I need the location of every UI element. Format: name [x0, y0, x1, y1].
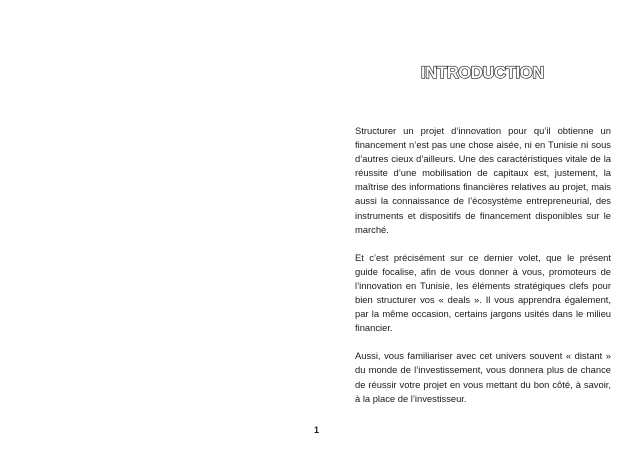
body-text	[355, 124, 611, 420]
paragraph-1: Structurer un projet d’innovation pour qu’il obtienne un financement n’est pas une chose aisée, ni en Tunisie ni sous d’autres cieux d’ailleurs. Une des caractéristiques vitale de la réussite d’une mobilisation de capitaux est, justement, la maîtrise des informations financières relatives au projet, mais aussi la connaissance de l’écosystème entrepreneurial, des instruments et dispositifs de financement disponibles sur le marché.	[355, 125, 611, 235]
page-title: INTRODUCTION	[421, 64, 544, 82]
paragraph-3: Aussi, vous familiariser avec cet univers souvent « distant » du monde de l’investissement, vous donnera plus de chance de réussir votre projet en vous mettant du bon côté, à savoir, à la place de l’investisseur.	[355, 350, 611, 404]
page-number: 1	[314, 425, 320, 435]
paragraph-2: Et c’est précisément sur ce dernier volet, que le présent guide focalise, afin de vous donner à vous, promoteurs de l’innovation en Tunisie, les éléments stratégiques clefs pour bien structurer vos « deals ». Il vous apprendra également, par la même occasion, certains jargons usités dans le milieu financier.	[355, 251, 611, 334]
